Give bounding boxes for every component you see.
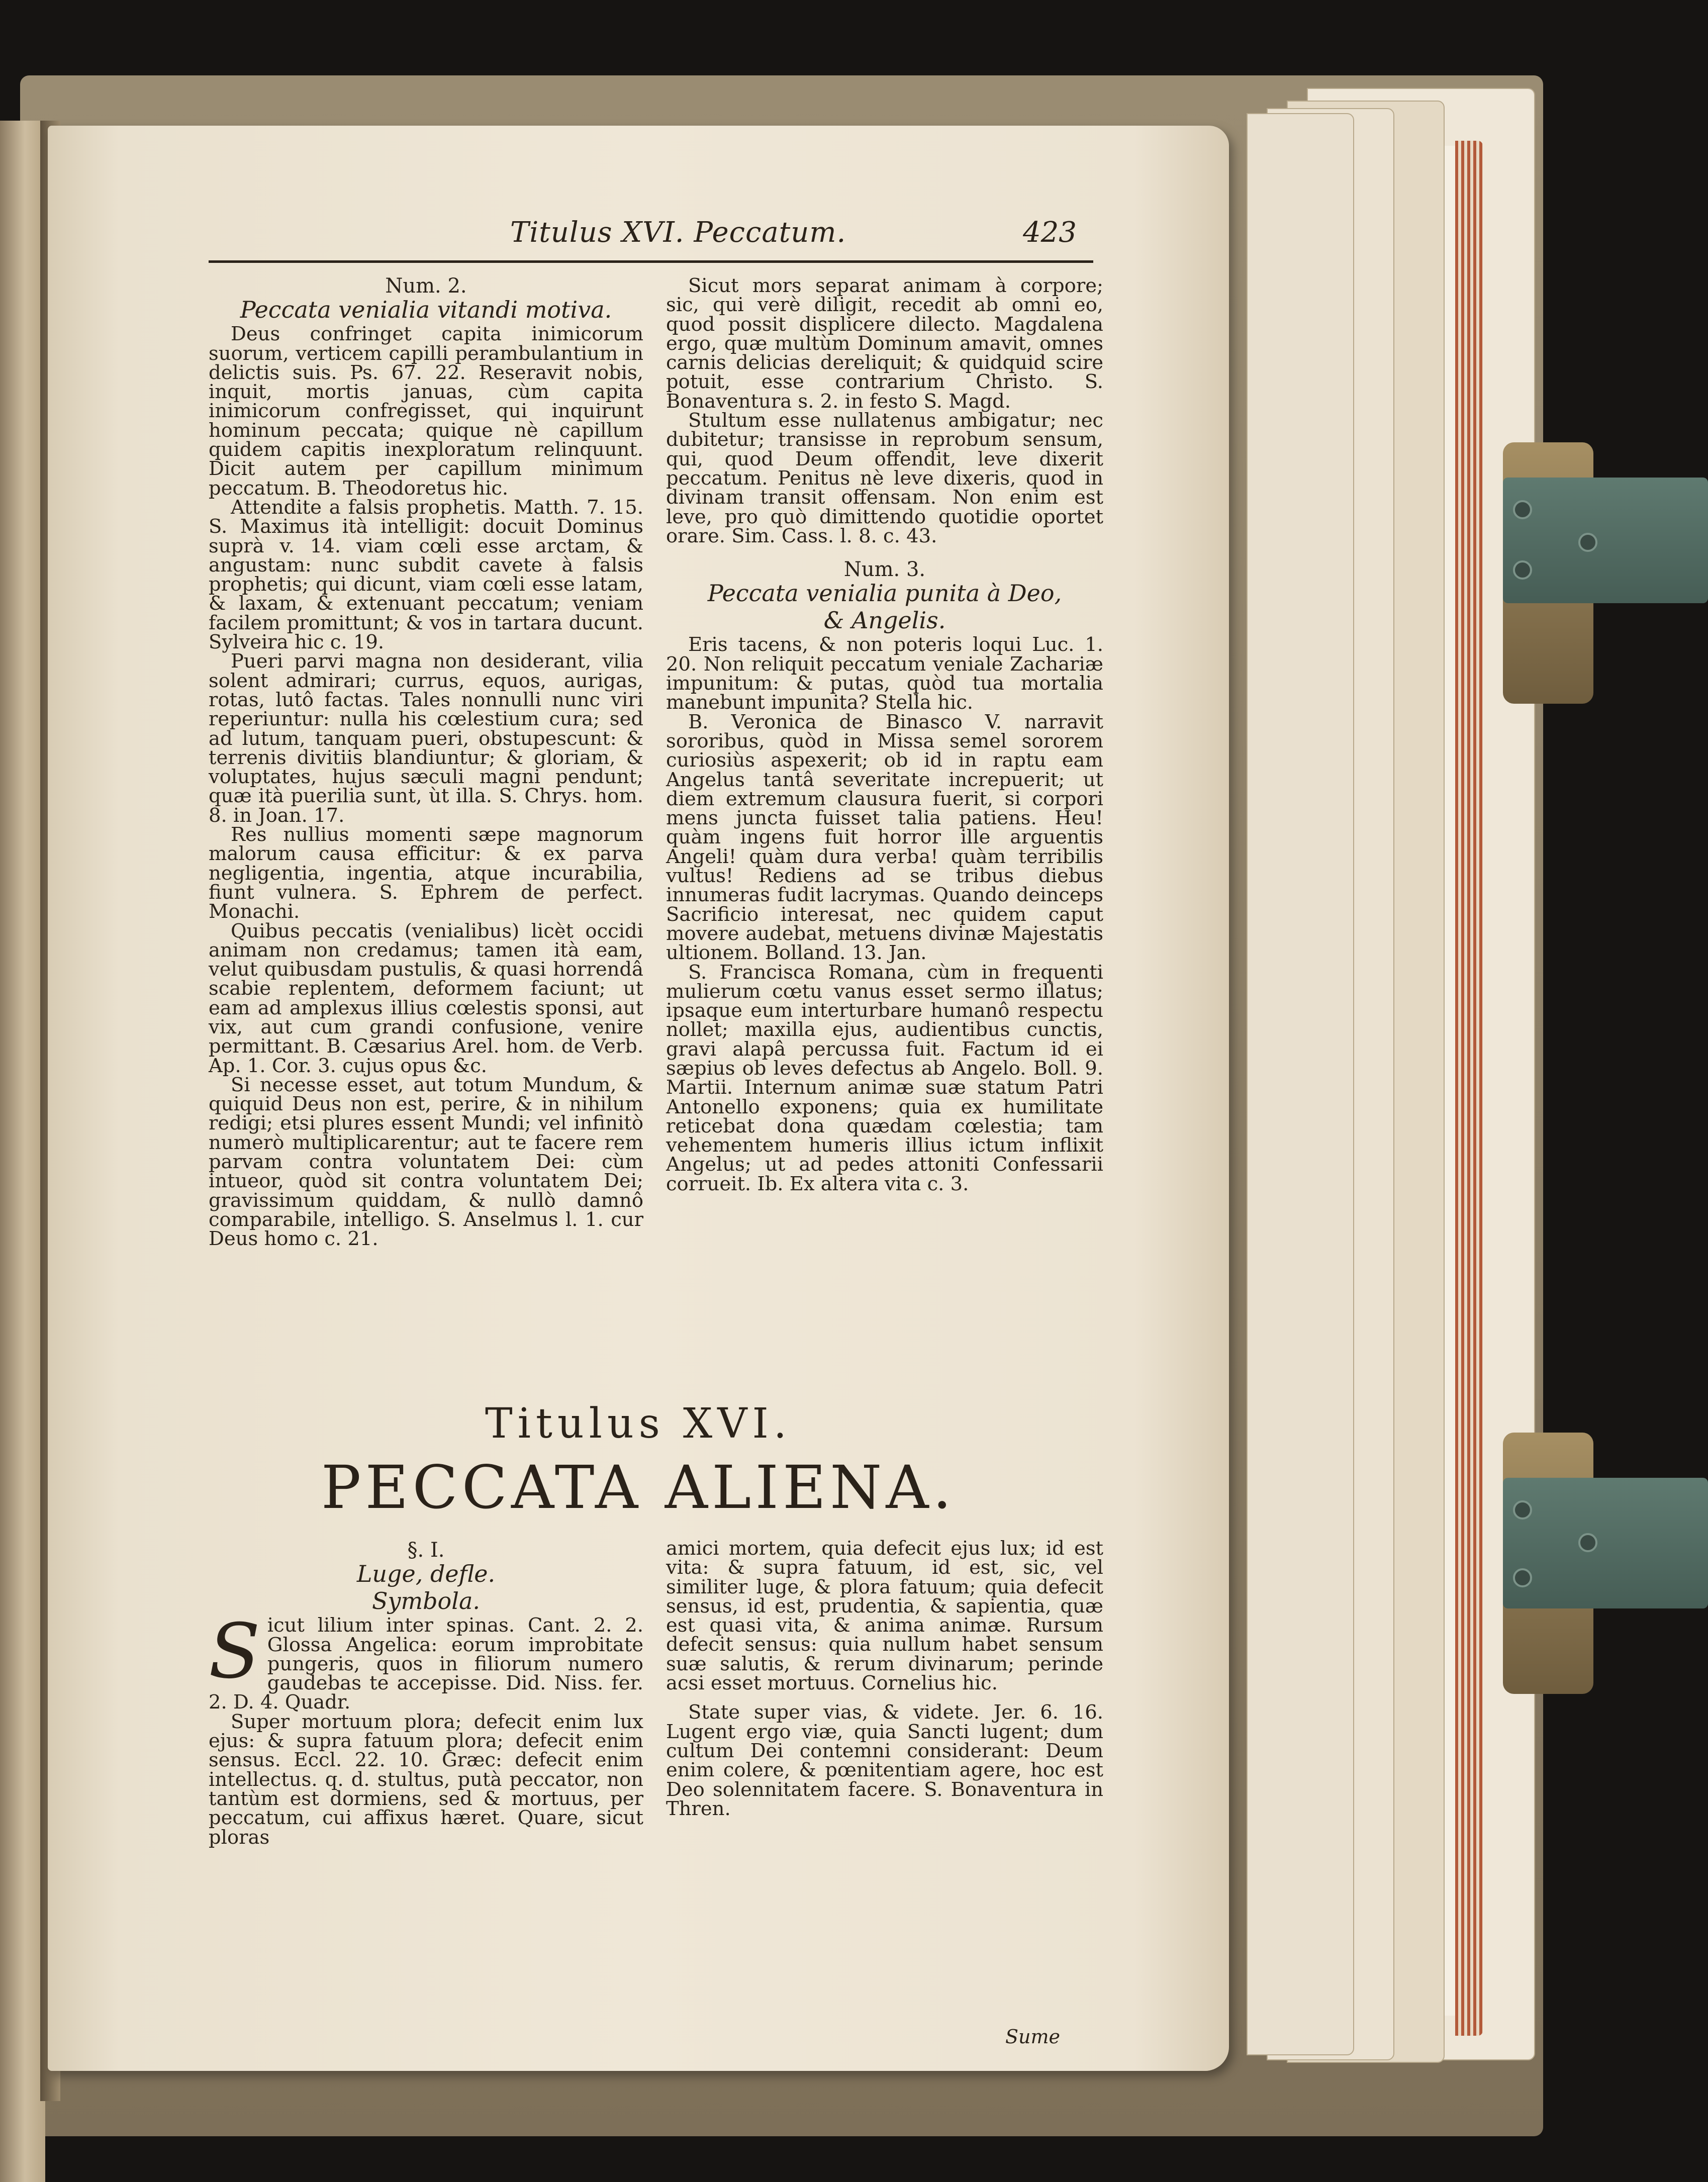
- left-column-lower: [209, 1541, 643, 1847]
- section-heading: Peccata venialia punita à Deo,: [707, 580, 1062, 607]
- paragraph-text: icut lilium inter spinas. Cant. 2. 2. Glossa Angelica: eorum improbitate pungeris, quos in filiorum numero gaudebas te accepisse. Did. Niss. fer. 2. D. 4. Quadr.: [209, 1614, 643, 1714]
- header-rule: [209, 260, 1093, 263]
- chapter-title: PECCATA ALIENA.: [321, 1453, 956, 1522]
- paragraph: State super vias, & videte. Jer. 6. 16. Lugent ergo viæ, quia Sancti lugent; dum cultum Dei contemni considerant: Deum enim colere, & pœnitentiam agere, hoc est Deo solennitatem facere. S. Bonaventura in Thren.: [666, 1701, 1103, 1820]
- rivet-icon: [1513, 1500, 1532, 1520]
- red-page-edges: [1455, 141, 1483, 2036]
- rivet-icon: [1513, 500, 1532, 519]
- paragraph: [209, 1608, 643, 1714]
- paragraph: amici mortem, quia defecit ejus lux; id est vita: & supra fatuum, id est, sic, vel similiter luge, & plora fatuum; quia defecit sensus, id est, prudentia, & sapientia, quæ est quasi vita, & anima animæ. Rursum defecit sensus: quia nullum habet sensum suæ salutis, & rerum divinarum; perinde acsi esset mortuus. Cornelius hic.: [666, 1537, 1103, 1695]
- left-page-edge: [0, 121, 45, 2182]
- section-number: Num. 3.: [843, 558, 926, 582]
- section-mark: §. I.: [407, 1539, 445, 1562]
- section-heading: Peccata venialia vitandi motiva.: [240, 296, 612, 324]
- drop-cap: S: [209, 1608, 260, 1696]
- paragraph: Sicut mors separat animam à corpore; sic, qui verè diligit, recedit ab omni eo, quod possit displicere dilecto. Magdalena ergo, quæ multùm Dominum amavit, omnes carnis delicias dereliquit; & quidquid scire potuit, esse contrarium Christo. S. Bonaventura s. 2. in festo S. Magd.: [666, 274, 1103, 413]
- paragraph: B. Veronica de Binasco V. narravit sororibus, quòd in Missa semel sororem curiosiùs aspexerit; ob id in raptu eam Angelus tantâ severitate increpuerit; ut diem extremum clausura fuerit, si corpori mens juncta fuisset talia patiens. Heu! quàm ingens fuit horror ille arguentis Angeli! quàm dura verba! quàm terribilis vultus! Rediens ad se tribus diebus innumeras fudit lacrymas. Quando deinceps Sacrificio interesat, nec quidem caput movere audebat, metuens divinæ Majestatis ultionem. Bolland. 13. Jan.: [666, 710, 1103, 965]
- running-title: Titulus XVI. Peccatum.: [510, 216, 846, 249]
- paragraph: Super mortuum plora; defecit enim lux ejus: & supra fatuum plora; defecit enim sensus. Eccl. 22. 10. Græc: defecit enim intellectus. q. d. stultus, putà peccator, non tantùm est dormiens, sed & mortuus, per peccatum, cui affixus hæret. Quare, sicut ploras: [209, 1710, 643, 1849]
- paragraph: Eris tacens, & non poteris loqui Luc. 1. 20. Non reliquit peccatum veniale Zachariæ impunitum: & putas, quòd tua mortalia manebunt impunita? Stella hic.: [666, 633, 1103, 714]
- running-head: [209, 216, 1113, 261]
- clasp-lower-strap: [1503, 1478, 1708, 1608]
- paragraph: S. Francisca Romana, cùm in frequenti mulierum cœtu vanus esset sermo illatus; ipsaque eum interturbare humanô respectu nollet; maxilla ejus, audientibus cunctis, gravi alapâ percussa fuit. Factum id ei sæpius ob leves defectus ab Angelo. Boll. 9. Martii. Internum animæ suæ statum Patri Antonello exponens; quia ex humilitate reticebat dona quædam cœlestia; tam vehementem humeris illius ictum inflixit Angelus; ut ad pedes attoniti Confessarii corrueit. Ib. Ex altera vita c. 3.: [666, 961, 1103, 1195]
- section-number: Num. 2.: [385, 274, 467, 298]
- right-column: [666, 276, 1103, 1194]
- rivet-icon: [1578, 1533, 1597, 1552]
- rivet-icon: [1513, 560, 1532, 580]
- paragraph: Si necesse esset, aut totum Mundum, & quiquid Deus non est, perire, & in nihilum redigi; etsi plures essent Mundi; vel infinitò numerò multiplicarentur; aut te facere rem parvam contra voluntatem Dei: cùm intueor, quòd sit contra voluntatem Dei; gravissimum quiddam, & nullò damnô comparabile, intelligo. S. Anselmus l. 1. cur Deus homo c. 21.: [209, 1073, 643, 1251]
- paragraph: Res nullius momenti sæpe magnorum malorum causa efficitur: & ex parva negligentia, ingentia, atque incurabilia, fiunt vulnera. S. Ephrem de perfect. Monachi.: [209, 823, 643, 923]
- paragraph: Deus confringet capita inimicorum suorum, verticem capilli perambulantium in delictis suis. Ps. 67. 22. Reseravit nobis, inquit, mortis januas, cùm capita inimicorum confregisset, qui inquirunt hominum peccata; quique nè capillum quidem capitis inexploratum relinquunt. Dicit autem per capillum minimum peccatum. B. Theodoretus hic.: [209, 323, 643, 500]
- clasp-upper-strap: [1503, 478, 1708, 603]
- section-heading: & Angelis.: [823, 607, 946, 634]
- paragraph: Quibus peccatis (venialibus) licèt occidi animam non credamus; tamen ità eam, velut quibusdam pustulis, & quasi horrendâ scabie replentem, deformem faciunt; ut eam ad amplexus illius cœlestis sponsi, aut vix, aut cum grandi confusione, venire permittant. B. Cæsarius Arel. hom. de Verb. Ap. 1. Cor. 3. cujus opus &c.: [209, 919, 643, 1077]
- page-number: 423: [1023, 216, 1077, 249]
- section-heading: Luge, defle.: [356, 1560, 496, 1588]
- left-column: [209, 276, 643, 1249]
- catchword: Sume: [1005, 2026, 1061, 2048]
- printed-page: [48, 126, 1229, 2071]
- rivet-icon: [1578, 533, 1597, 552]
- right-column-lower: [666, 1539, 1103, 1819]
- page-edge: [1247, 113, 1354, 2055]
- rivet-icon: [1513, 1568, 1532, 1587]
- paragraph: Pueri parvi magna non desiderant, vilia solent admirari; currus, equos, aurigas, rotas, lutô factas. Tales nonnulli nunc viri reperiuntur: nulla his cœlestium cura; sed ad lutum, tanquam pueri, obstupescunt: & terrenis divitiis blandiuntur; & gloriam, & voluptates, hujus sæculi magni pendunt; quæ ità puerilia sunt, ùt illa. S. Chrys. hom. 8. in Joan. 17.: [209, 650, 643, 827]
- titulus-heading: Titulus XVI.: [485, 1400, 792, 1448]
- paragraph: Attendite a falsis prophetis. Matth. 7. 15. S. Maximus ità intelligit: docuit Dominus suprà v. 14. viam cœli esse arctam, & angustam: nunc subdit cavete à falsis prophetis; qui dicunt, viam cœli esse latam, & laxam, & extenuant peccatum; veniam facilem promittunt; & vos in tartara ducunt. Sylveira hic c. 19.: [209, 496, 643, 654]
- section-heading: Symbola.: [371, 1587, 481, 1615]
- paragraph: Stultum esse nullatenus ambigatur; nec dubitetur; transisse in reprobum sensum, qui, quod Deum offendit, leve dixerit peccatum. Penitus nè leve dixeris, quod in divinam transit offensam. Non enim est leve, pro quò dimittendo quotidie oportet orare. Sim. Cass. l. 8. c. 43.: [666, 409, 1103, 547]
